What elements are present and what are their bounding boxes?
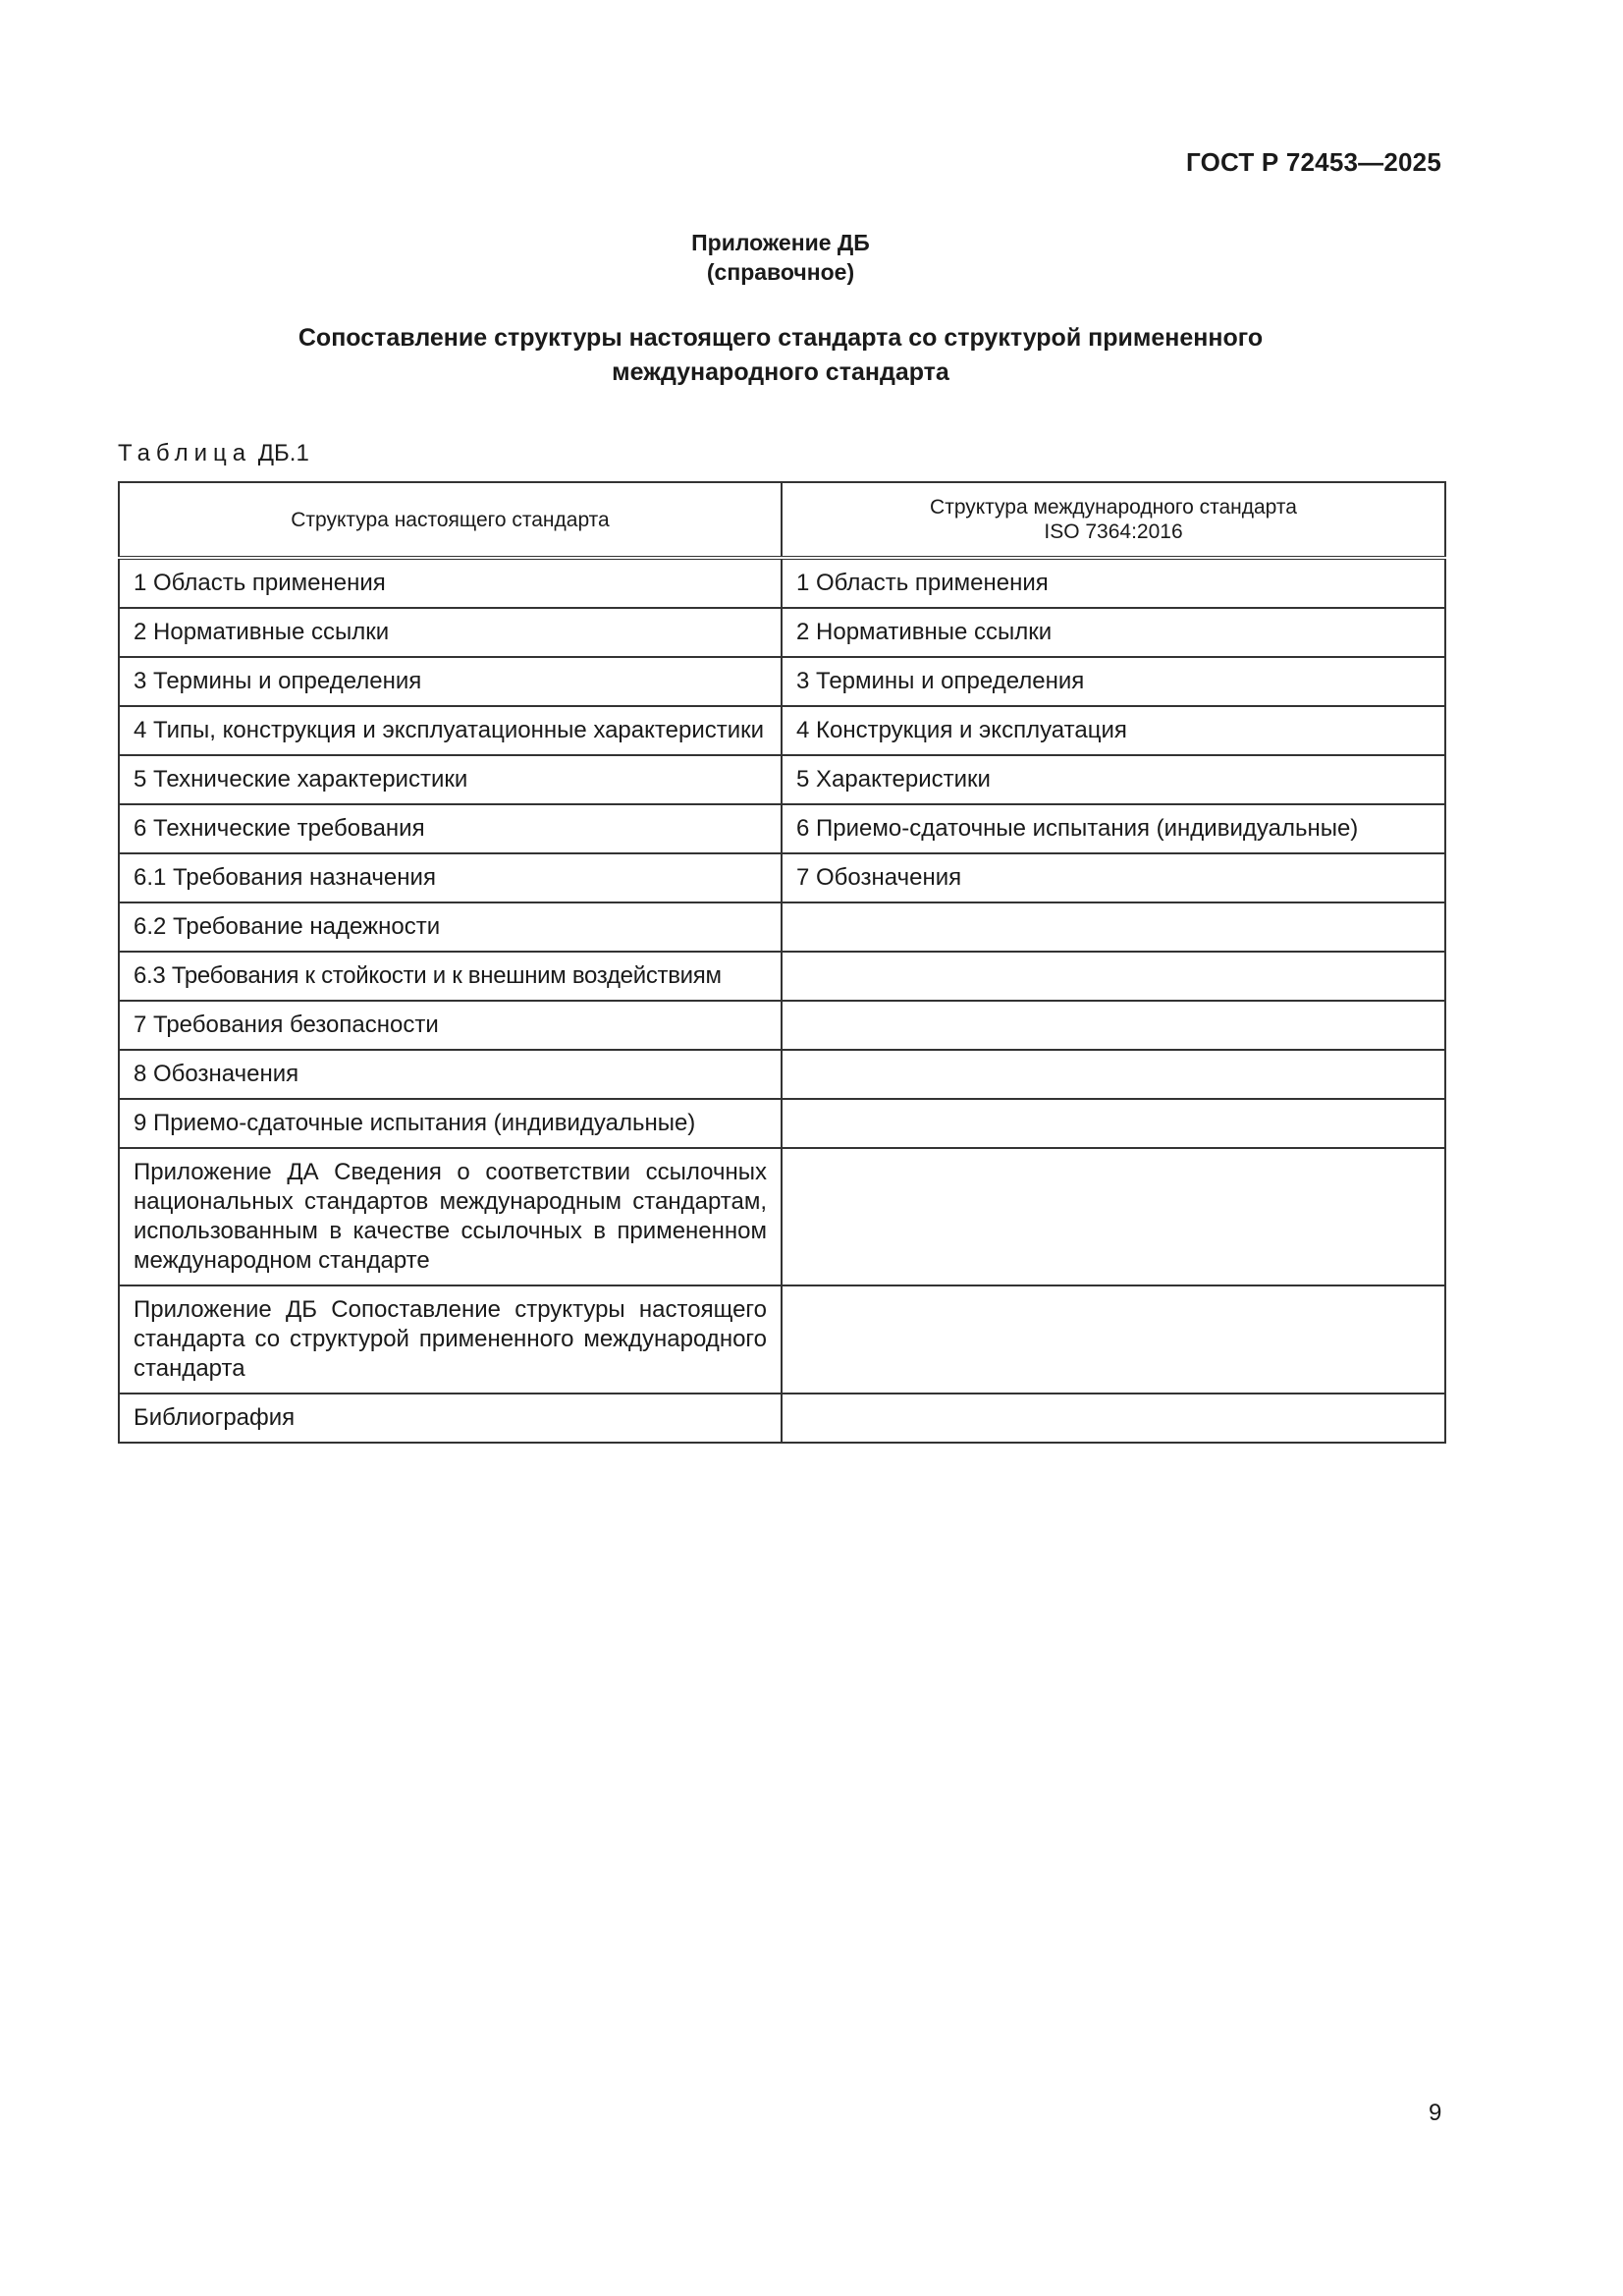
cell-international: 6 Приемо-сдаточные испытания (индивидуальные): [782, 804, 1445, 853]
cell-current: 6.3 Требования к стойкости и к внешним воздействиям: [119, 952, 782, 1001]
cell-international: 2 Нормативные ссылки: [782, 608, 1445, 657]
cell-current: 6.1 Требования назначения: [119, 853, 782, 902]
cell-international: [782, 952, 1445, 1001]
cell-international: [782, 1050, 1445, 1099]
table-row: [119, 657, 1445, 706]
header-international-standard-label: Структура международного стандарта: [930, 496, 1297, 519]
table-row: [119, 558, 1445, 608]
cell-international: 5 Характеристики: [782, 755, 1445, 804]
cell-international: [782, 902, 1445, 952]
cell-current: 4 Типы, конструкция и эксплуатационные характеристики: [119, 706, 782, 755]
header-current-standard-label: Структура настоящего стандарта: [291, 508, 610, 531]
appendix-heading: [0, 321, 1561, 390]
cell-international: [782, 1001, 1445, 1050]
table-row: [119, 1099, 1445, 1148]
header-international-standard: [782, 482, 1445, 558]
page-number: 9: [1429, 2100, 1442, 2126]
cell-international: 3 Термины и определения: [782, 657, 1445, 706]
table-row: [119, 804, 1445, 853]
appendix-title: Приложение ДБ: [691, 230, 870, 255]
cell-current: 3 Термины и определения: [119, 657, 782, 706]
cell-international: [782, 1148, 1445, 1285]
appendix-heading-line-1: Сопоставление структуры настоящего стандарта со структурой примененного: [298, 324, 1264, 352]
cell-current: 2 Нормативные ссылки: [119, 608, 782, 657]
appendix-header: [0, 228, 1561, 287]
header-international-standard-code: ISO 7364:2016: [1044, 520, 1183, 543]
table-caption-word: Таблица: [118, 440, 252, 466]
cell-current: 9 Приемо-сдаточные испытания (индивидуальные): [119, 1099, 782, 1148]
cell-international: 7 Обозначения: [782, 853, 1445, 902]
table-row: [119, 1285, 1445, 1394]
cell-international: [782, 1285, 1445, 1394]
table-row: [119, 1050, 1445, 1099]
cell-current: 1 Область применения: [119, 558, 782, 608]
structure-comparison-table: [118, 481, 1446, 1444]
table-row: [119, 902, 1445, 952]
cell-international: 1 Область применения: [782, 558, 1445, 608]
table-row: [119, 1001, 1445, 1050]
cell-current: 6.2 Требование надежности: [119, 902, 782, 952]
cell-international: [782, 1394, 1445, 1443]
table-row: [119, 608, 1445, 657]
table-row: [119, 1148, 1445, 1285]
cell-international: [782, 1099, 1445, 1148]
cell-current: Приложение ДБ Сопоставление структуры настоящего стандарта со структурой примененного международного стандарта: [119, 1285, 782, 1394]
table-caption: [118, 440, 309, 467]
appendix-subtitle: (справочное): [706, 259, 855, 285]
header-current-standard: [119, 482, 782, 558]
cell-current: Приложение ДА Сведения о соответствии ссылочных национальных стандартов международным стандартам, использованным в качестве ссылочных в примененном международном стандарте: [119, 1148, 782, 1285]
cell-current: 7 Требования безопасности: [119, 1001, 782, 1050]
table-row: [119, 1394, 1445, 1443]
cell-current: 8 Обозначения: [119, 1050, 782, 1099]
table-header-row: [119, 482, 1445, 558]
cell-current: Библиография: [119, 1394, 782, 1443]
appendix-heading-line-2: международного стандарта: [612, 358, 949, 386]
standard-code: ГОСТ Р 72453—2025: [1186, 147, 1441, 177]
table-caption-number: ДБ.1: [257, 440, 309, 466]
table-row: [119, 755, 1445, 804]
cell-current: 6 Технические требования: [119, 804, 782, 853]
cell-international: 4 Конструкция и эксплуатация: [782, 706, 1445, 755]
table-row: [119, 952, 1445, 1001]
table-row: [119, 706, 1445, 755]
cell-current: 5 Технические характеристики: [119, 755, 782, 804]
table-row: [119, 853, 1445, 902]
